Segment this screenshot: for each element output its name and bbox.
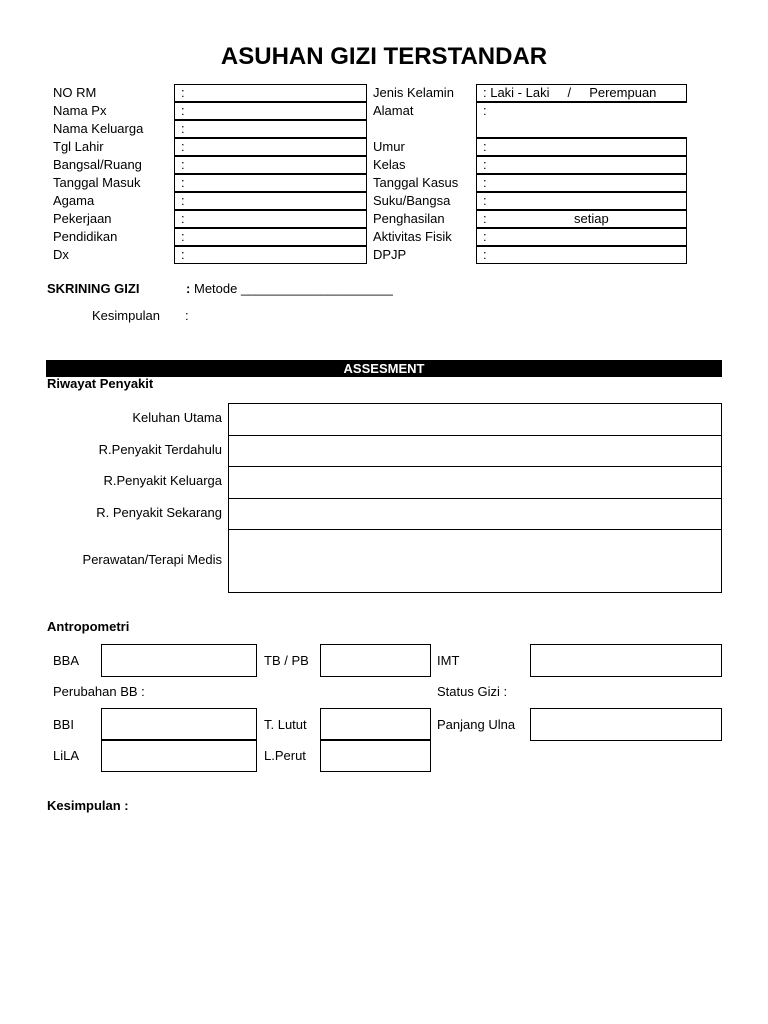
- label-bba: BBA: [53, 653, 80, 668]
- label-nama-keluarga: Nama Keluarga: [53, 121, 144, 136]
- field-dpjp[interactable]: :: [476, 246, 687, 264]
- riwayat-heading: Riwayat Penyakit: [47, 376, 154, 391]
- label-tanggal-kasus: Tanggal Kasus: [373, 175, 459, 190]
- label-no-rm: NO RM: [53, 85, 97, 100]
- antropometri-heading: Antropometri: [47, 619, 130, 634]
- field-tanggal-kasus[interactable]: :: [476, 174, 687, 192]
- field-aktivitas-fisik[interactable]: :: [476, 228, 687, 246]
- label-umur: Umur: [373, 139, 405, 154]
- label-tanggal-masuk: Tanggal Masuk: [53, 175, 141, 190]
- label-suku-bangsa: Suku/Bangsa: [373, 193, 451, 208]
- skrining-heading: SKRINING GIZI: [47, 281, 140, 296]
- field-perawatan-terapi[interactable]: [228, 529, 722, 593]
- label-bbi: BBI: [53, 717, 74, 732]
- field-tgl-lahir[interactable]: :: [174, 138, 367, 156]
- label-keluhan-utama: Keluhan Utama: [132, 410, 222, 425]
- field-suku-bangsa[interactable]: :: [476, 192, 687, 210]
- label-nama-px: Nama Px: [53, 103, 107, 118]
- field-umur[interactable]: :: [476, 138, 687, 156]
- label-aktivitas-fisik: Aktivitas Fisik: [373, 229, 452, 244]
- label-pendidikan: Pendidikan: [53, 229, 118, 244]
- skrining-kesimpulan-colon: :: [185, 308, 189, 323]
- skrining-metode[interactable]: Metode _____________________: [194, 281, 393, 296]
- field-kelas[interactable]: :: [476, 156, 687, 174]
- label-t-lutut: T. Lutut: [264, 717, 307, 732]
- skrining-kesimpulan-label: Kesimpulan: [92, 308, 160, 323]
- label-tgl-lahir: Tgl Lahir: [53, 139, 104, 154]
- label-kelas: Kelas: [373, 157, 406, 172]
- field-no-rm[interactable]: :: [174, 84, 367, 102]
- page-title: ASUHAN GIZI TERSTANDAR: [220, 43, 548, 70]
- skrining-colon: :: [186, 281, 191, 296]
- field-pendidikan[interactable]: :: [174, 228, 367, 246]
- field-penghasilan[interactable]: [476, 210, 687, 228]
- field-dx[interactable]: :: [174, 246, 367, 264]
- field-imt[interactable]: [530, 644, 722, 677]
- field-lila[interactable]: [101, 739, 257, 772]
- label-penyakit-sekarang: R. Penyakit Sekarang: [96, 505, 222, 520]
- label-l-perut: L.Perut: [264, 748, 306, 763]
- field-tanggal-masuk[interactable]: :: [174, 174, 367, 192]
- label-penyakit-terdahulu: R.Penyakit Terdahulu: [98, 442, 222, 457]
- field-agama[interactable]: :: [174, 192, 367, 210]
- field-t-lutut[interactable]: [320, 708, 431, 741]
- label-agama: Agama: [53, 193, 95, 208]
- penghasilan-setiap: setiap: [574, 211, 609, 226]
- assesment-section-bar: ASSESMENT: [46, 360, 722, 377]
- field-penyakit-terdahulu[interactable]: [228, 435, 722, 467]
- label-jenis-kelamin: Jenis Kelamin: [373, 85, 454, 100]
- field-nama-keluarga[interactable]: :: [174, 120, 367, 138]
- field-nama-px[interactable]: :: [174, 102, 367, 120]
- field-pekerjaan[interactable]: :: [174, 210, 367, 228]
- field-bba[interactable]: [101, 644, 257, 677]
- label-lila: LiLA: [53, 748, 80, 763]
- kesimpulan-heading: Kesimpulan :: [47, 798, 129, 813]
- field-jenis-kelamin[interactable]: : Laki - Laki / Perempuan: [476, 84, 687, 102]
- label-pekerjaan: Pekerjaan: [53, 211, 112, 226]
- field-keluhan-utama[interactable]: [228, 403, 722, 436]
- label-imt: IMT: [437, 653, 460, 668]
- label-tb-pb: TB / PB: [264, 653, 309, 668]
- label-bangsal: Bangsal/Ruang: [53, 157, 142, 172]
- field-bbi[interactable]: [101, 708, 257, 741]
- label-perawatan-terapi: Perawatan/Terapi Medis: [82, 552, 222, 567]
- label-penghasilan: Penghasilan: [373, 211, 445, 226]
- field-l-perut[interactable]: [320, 739, 431, 772]
- field-alamat[interactable]: :: [476, 102, 687, 138]
- label-perubahan-bb: Perubahan BB :: [53, 684, 145, 699]
- field-bangsal[interactable]: :: [174, 156, 367, 174]
- label-penyakit-keluarga: R.Penyakit Keluarga: [103, 473, 222, 488]
- field-penyakit-keluarga[interactable]: [228, 466, 722, 499]
- field-tb-pb[interactable]: [320, 644, 431, 677]
- field-penyakit-sekarang[interactable]: [228, 498, 722, 530]
- field-panjang-ulna[interactable]: [530, 708, 722, 741]
- label-dpjp: DPJP: [373, 247, 407, 262]
- label-dx: Dx: [53, 247, 69, 262]
- label-status-gizi: Status Gizi :: [437, 684, 508, 699]
- penghasilan-colon: :: [483, 211, 487, 226]
- label-alamat: Alamat: [373, 103, 414, 118]
- label-panjang-ulna: Panjang Ulna: [437, 717, 516, 732]
